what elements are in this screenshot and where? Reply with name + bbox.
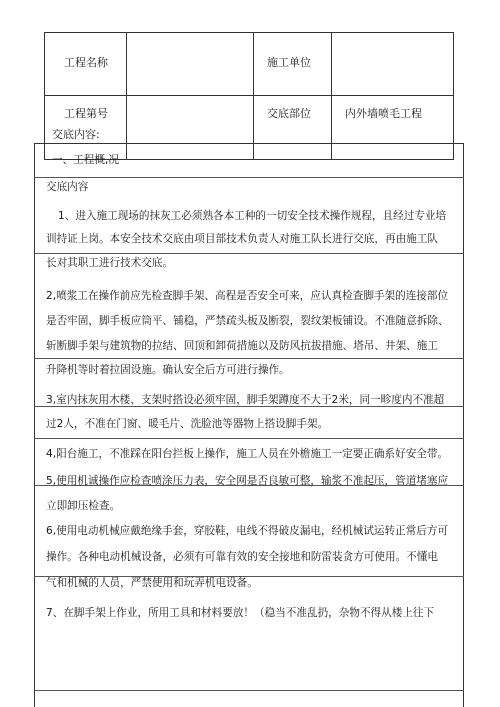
row-divider bbox=[34, 690, 464, 691]
paragraph-line: 操作。各种电动机械设备，必须有可靠有效的安全接地和防雷装贪方可使用。不懂电 bbox=[46, 551, 438, 563]
paragraph-line: 训持证上岗。本安全技术交底由项目部技术负责人对施工队长进行交底，再由施工队 bbox=[46, 233, 438, 245]
table-divider bbox=[45, 95, 453, 96]
row-divider bbox=[34, 438, 464, 439]
paragraph-line: 1、进入施工现场的抹灰工必须熟各本工种的一切安全技术操作规程，且经过专业培 bbox=[58, 210, 447, 222]
paragraph-line: 5,使用机诚操作应检查喷涂压力表，安全网是否良敏可整，输浆不准起压，管道堵塞应 bbox=[46, 475, 449, 487]
table-divider bbox=[253, 33, 254, 159]
subheading: 交底内容 bbox=[46, 181, 89, 193]
paragraph-line: 3,室内抹灰用木楼、支架时搭设必须牢固，脚手架蹲度不大于2米，同一畛度内不准超 bbox=[46, 394, 445, 406]
table-divider bbox=[126, 33, 127, 159]
paragraph-line: 立即卸压检查。 bbox=[46, 500, 121, 512]
header-table bbox=[44, 32, 454, 160]
paragraph-line: 2,喷浆工在操作前应先检查脚手架、高程是否安全可来，应认真检查脚手架的连接部位 bbox=[46, 290, 449, 302]
paragraph-line: 6,使用电动机械应戴绝缘手套，穿胶鞋，电线不得破皮漏电，经机械试运转正常后方可 bbox=[46, 525, 449, 537]
paragraph-line: 升降机等时着拉固设施。确认安全后方可进行操作。 bbox=[46, 364, 290, 376]
section-heading: 一、工程概,况 bbox=[52, 154, 119, 166]
contractor-label: 施工单位 bbox=[267, 56, 311, 69]
paragraph-line: 7、在脚手架上作业，所用工具和材料要放！（稳当不准乱扔，杂物不得从楼上往下 bbox=[46, 607, 435, 619]
paragraph-line: 气和机械的人员，严禁使用和玩弄机电设备。 bbox=[46, 577, 258, 589]
project-no-label: 工程第号 bbox=[64, 107, 108, 120]
project-name-label: 工程名称 bbox=[64, 56, 108, 69]
row-divider bbox=[34, 253, 464, 254]
paragraph-line: 过2人，不准在门窗、暖毛片、洗脸池等器物上搭设脚手架。 bbox=[46, 418, 329, 430]
paragraph-line: 是否牢固，脚手板应筒平、铺稳，严禁疏头板及断裂，裂纹架板铺设。不准随意拆除、 bbox=[46, 315, 449, 327]
row-divider bbox=[34, 358, 464, 359]
paragraph-line: 4,阳台施工，不准踩在阳台拦板上操作，施工人员在外檐施工一定要正确系好安全带。 bbox=[46, 448, 449, 460]
content-label: 交底内容: bbox=[52, 128, 100, 141]
row-divider bbox=[34, 177, 464, 178]
table-divider bbox=[331, 33, 332, 159]
location-value: 内外墙喷毛工程 bbox=[345, 107, 422, 120]
paragraph-line: 斩断脚手架与建筑物的拉结、回顶和卸荷措施以及防风抗拔措施、塔吊、井架、施工 bbox=[46, 340, 438, 352]
location-label: 交底部位 bbox=[267, 107, 311, 120]
paragraph-line: 长对其职工进行技术交底。 bbox=[46, 257, 174, 269]
